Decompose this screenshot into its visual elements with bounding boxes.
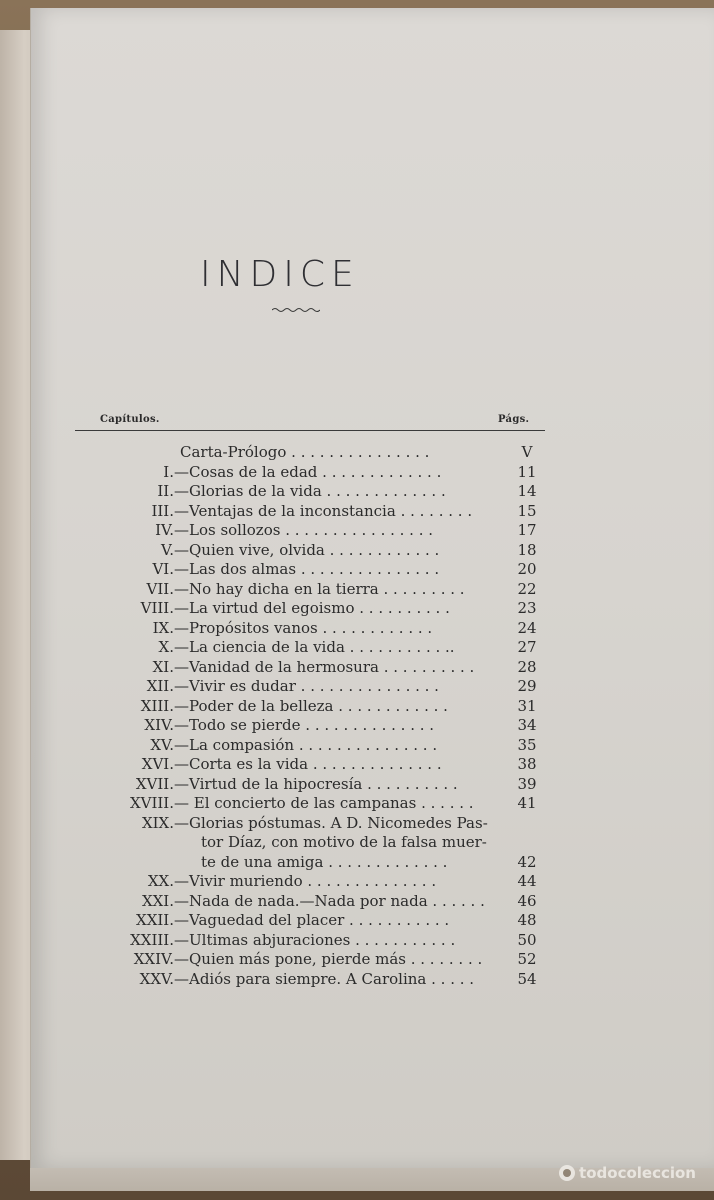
- chapter-number: X.: [158, 638, 174, 656]
- chapter-title: —Vaguedad del placer . . . . . . . . . . .: [174, 911, 450, 929]
- chapter-number: VII.: [146, 579, 174, 598]
- page-number: V: [521, 443, 533, 461]
- toc-entry: [70, 755, 550, 775]
- page-number: 54: [517, 969, 537, 988]
- chapter-title: —Ultimas abjuraciones . . . . . . . . . . .: [174, 930, 456, 949]
- page-number: 27: [517, 638, 537, 656]
- page-number: 52: [517, 950, 537, 968]
- chapter-title: —Vanidad de la hermosura . . . . . . . . . .: [174, 657, 475, 676]
- chapter-title: —Vivir es dudar . . . . . . . . . . . . . . .: [174, 677, 439, 695]
- page-number: 29: [517, 677, 537, 695]
- toc-entry: [70, 619, 550, 639]
- chapter-title: —Propósitos vanos . . . . . . . . . . . .: [174, 618, 433, 637]
- page-number: 50: [517, 930, 537, 949]
- toc-entry: [70, 580, 550, 600]
- toc-entry: [70, 658, 550, 678]
- chapter-title: —Los sollozos . . . . . . . . . . . . . . . .: [174, 521, 434, 539]
- toc-entry: [70, 833, 550, 853]
- chapter-number: XII.: [146, 677, 174, 695]
- toc-entry: [70, 502, 550, 522]
- chapter-number: II.: [157, 482, 174, 500]
- chapter-title: —La virtud del egoismo . . . . . . . . . .: [174, 599, 450, 617]
- toc-entry: [70, 794, 550, 814]
- chapter-title: tor Díaz, con motivo de la falsa muer-: [201, 833, 487, 851]
- toc-entry: [70, 463, 550, 483]
- chapter-number: XXII.: [136, 911, 174, 929]
- chapter-title: —Cosas de la edad . . . . . . . . . . . . .: [174, 462, 442, 481]
- chapter-title: — El concierto de las campanas . . . . . .: [174, 794, 474, 812]
- chapter-number: V.: [161, 540, 174, 559]
- chapter-title: —Todo se pierde . . . . . . . . . . . . . .: [174, 716, 435, 734]
- chapter-number: I.: [163, 462, 174, 481]
- chapter-title: —No hay dicha en la tierra . . . . . . . . .: [174, 579, 465, 598]
- chapter-title: —La compasión . . . . . . . . . . . . . . .: [174, 735, 438, 754]
- chapter-number: VIII.: [140, 599, 174, 617]
- chapters-column-header: Capítulos.: [100, 414, 160, 425]
- toc-entry: [70, 911, 550, 931]
- toc-entry: [70, 736, 550, 756]
- chapter-title: —Poder de la belleza . . . . . . . . . . . .: [174, 696, 448, 715]
- watermark: [559, 1164, 696, 1182]
- toc-entry: [70, 599, 550, 619]
- page-number: 42: [517, 852, 537, 871]
- chapter-number: XXIV.: [133, 950, 174, 968]
- chapter-number: XXIII.: [130, 930, 174, 949]
- chapter-title: —Glorias póstumas. A D. Nicomedes Pas-: [174, 813, 488, 832]
- toc-entry: [70, 853, 550, 873]
- page-number: 24: [517, 618, 537, 637]
- toc-entry: [70, 541, 550, 561]
- header-rule: [75, 430, 545, 431]
- chapter-number: XVIII.: [129, 794, 174, 812]
- toc-entry: [70, 697, 550, 717]
- chapter-number: XVII.: [135, 774, 174, 793]
- chapter-number: VI.: [152, 560, 174, 578]
- chapter-title: —Virtud de la hipocresía . . . . . . . . . .: [174, 774, 458, 793]
- chapter-title: —Quien vive, olvida . . . . . . . . . . . .: [174, 540, 440, 559]
- chapter-number: XXV.: [139, 969, 174, 988]
- page-number: 46: [517, 891, 537, 910]
- page-number: 15: [517, 501, 537, 520]
- toc-entry: [70, 931, 550, 951]
- pages-column-header: Págs.: [498, 414, 530, 425]
- toc-entry: [70, 482, 550, 502]
- page-number: 22: [517, 579, 537, 598]
- page-number: 34: [517, 716, 537, 734]
- toc-entry: [70, 950, 550, 970]
- chapter-title: —Adiós para siempre. A Carolina . . . . .: [174, 969, 475, 988]
- toc-entry: [70, 443, 550, 463]
- toc-entry: [70, 970, 550, 990]
- chapter-number: IV.: [155, 521, 174, 539]
- chapter-title: —Las dos almas . . . . . . . . . . . . . . .: [174, 560, 440, 578]
- page-number: 39: [517, 774, 537, 793]
- toc-entry: [70, 775, 550, 795]
- chapter-number: XV.: [150, 735, 174, 754]
- page-number: 23: [517, 599, 537, 617]
- chapter-number: XVI.: [141, 755, 174, 773]
- watermark-text: todocoleccion: [579, 1164, 696, 1182]
- table-of-contents: [70, 443, 550, 989]
- page-number: 11: [517, 462, 537, 481]
- chapter-number: XXI.: [141, 891, 174, 910]
- chapter-title: —La ciencia de la vida . . . . . . . . . . ..: [174, 638, 455, 656]
- toc-entry: [70, 892, 550, 912]
- chapter-number: III.: [151, 501, 174, 520]
- page-number: 44: [517, 872, 537, 890]
- page-number: 38: [517, 755, 537, 773]
- page-number: 31: [517, 696, 537, 715]
- toc-entry: [70, 814, 550, 834]
- chapter-title: —Vivir muriendo . . . . . . . . . . . . . .: [174, 872, 437, 890]
- chapter-title: Carta-Prólogo . . . . . . . . . . . . . . .: [180, 443, 430, 461]
- chapter-title: —Glorias de la vida . . . . . . . . . . . . .: [174, 482, 446, 500]
- chapter-title: —Quien más pone, pierde más . . . . . . . .: [174, 950, 483, 968]
- page-number: 28: [517, 657, 537, 676]
- chapter-number: XIII.: [140, 696, 174, 715]
- chapter-title: —Corta es la vida . . . . . . . . . . . . . .: [174, 755, 442, 773]
- toc-entry: [70, 677, 550, 697]
- chapter-number: XI.: [152, 657, 174, 676]
- chapter-number: XIV.: [144, 716, 174, 734]
- chapter-title: te de una amiga . . . . . . . . . . . . .: [201, 852, 448, 871]
- ornament-flourish: [272, 306, 320, 314]
- watermark-logo-icon: [559, 1165, 575, 1181]
- toc-entry: [70, 638, 550, 658]
- page-number: 35: [517, 735, 537, 754]
- chapter-number: IX.: [152, 618, 174, 637]
- toc-entry: [70, 872, 550, 892]
- page-number: 20: [517, 560, 537, 578]
- chapter-title: —Ventajas de la inconstancia . . . . . . . .: [174, 501, 473, 520]
- toc-entry: [70, 521, 550, 541]
- toc-entry: [70, 716, 550, 736]
- toc-entry: [70, 560, 550, 580]
- chapter-title: —Nada de nada.—Nada por nada . . . . . .: [174, 891, 485, 910]
- page-number: 41: [517, 794, 537, 812]
- page-number: 48: [517, 911, 537, 929]
- page-number: 14: [517, 482, 537, 500]
- index-heading: INDICE: [200, 254, 360, 295]
- chapter-number: XX.: [147, 872, 174, 890]
- chapter-number: XIX.: [141, 813, 174, 832]
- page-number: 17: [517, 521, 537, 539]
- page-number: 18: [517, 540, 537, 559]
